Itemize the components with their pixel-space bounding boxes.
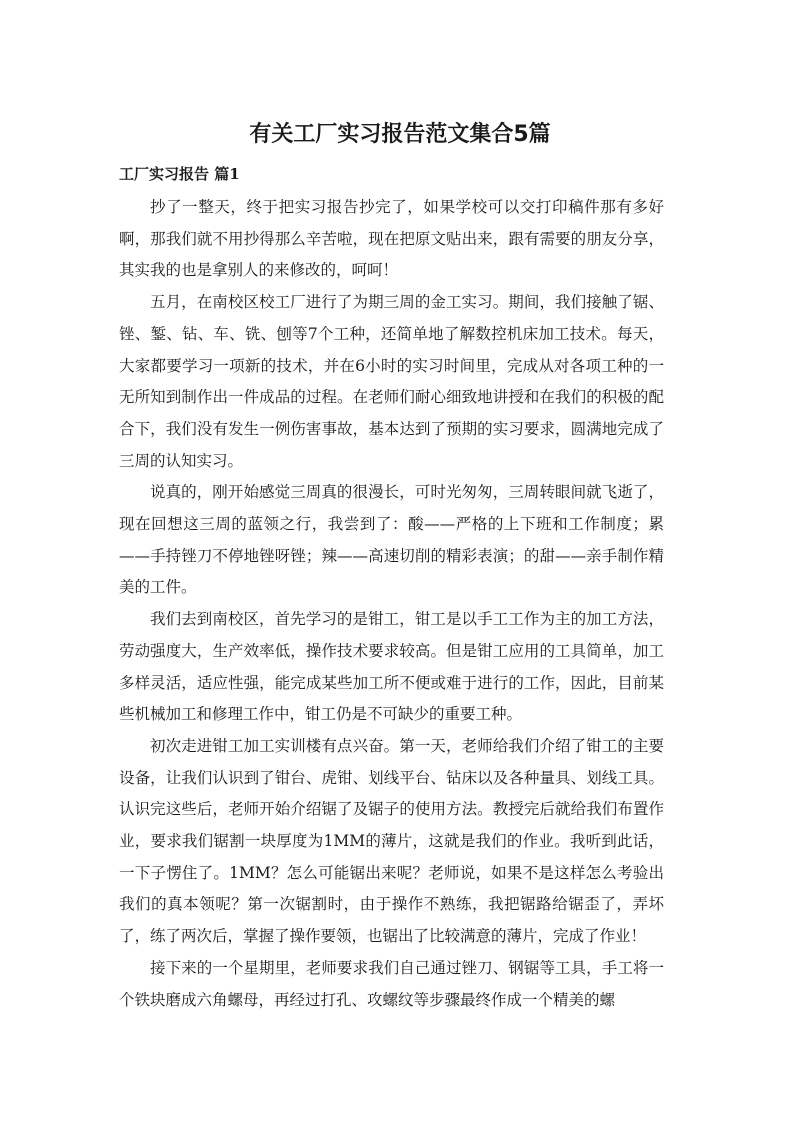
section-heading: 工厂实习报告 篇1 — [119, 165, 240, 183]
paragraph: 五月，在南校区校工厂进行了为期三周的金工实习。期间，我们接触了锯、锉、錾、钻、车、铣、刨等7个工种，还简单地了解数控机床加工技术。每天，大家都要学习一项新的技术，并在6小时的实习时间里，完成从对各项工种的一无所知到制作出一件成品的过程。在老师们耐心细致地讲授和在我们的积极的配合下，我们没有发生一例伤害事故，基本达到了预期的实习要求，圆满地完成了三周的认知实习。 — [119, 293, 664, 470]
paragraph: 接下来的一个星期里，老师要求我们自己通过锉刀、钢锯等工具，手工将一个铁块磨成六角螺母，再经过打孔、攻螺纹等步骤最终作成一个精美的螺 — [119, 958, 664, 1009]
paragraph: 初次走进钳工加工实训楼有点兴奋。第一天，老师给我们介绍了钳工的主要设备，让我们认识到了钳台、虎钳、划线平台、钻床以及各种量具、划线工具。认识完这些后，老师开始介绍锯了及锯子的使用方法。教授完后就给我们布置作业，要求我们锯割一块厚度为1MM的薄片，这就是我们的作业。我听到此话，一下子愣住了。1MM？怎么可能锯出来呢？老师说，如果不是这样怎么考验出我们的真本领呢？第一次锯割时，由于操作不熟练，我把锯路给锯歪了，弄坏了，练了两次后，掌握了操作要领，也锯出了比较满意的薄片，完成了作业！ — [119, 736, 664, 946]
paragraph: 说真的，刚开始感觉三周真的很漫长，可时光匆匆，三周转眼间就飞逝了，现在回想这三周的蓝领之行，我尝到了：酸——严格的上下班和工作制度；累——手持锉刀不停地锉呀锉；辣——高速切削的精彩表演；的甜——亲手制作精美的工件。 — [119, 483, 664, 597]
document-title: 有关工厂实习报告范文集合5篇 — [249, 122, 551, 147]
paragraph: 我们去到南校区，首先学习的是钳工，钳工是以手工工作为主的加工方法，劳动强度大，生产效率低，操作技术要求较高。但是钳工应用的工具简单，加工多样灵活，适应性强，能完成某些加工所不便或难于进行的工作，因此，目前某些机械加工和修理工作中，钳工仍是不可缺少的重要工种。 — [119, 610, 664, 724]
document-body — [119, 192, 664, 1016]
paragraph: 抄了一整天，终于把实习报告抄完了，如果学校可以交打印稿件那有多好啊，那我们就不用抄得那么辛苦啦，现在把原文贴出来，跟有需要的朋友分享，其实我的也是拿别人的来修改的，呵呵！ — [119, 198, 664, 280]
